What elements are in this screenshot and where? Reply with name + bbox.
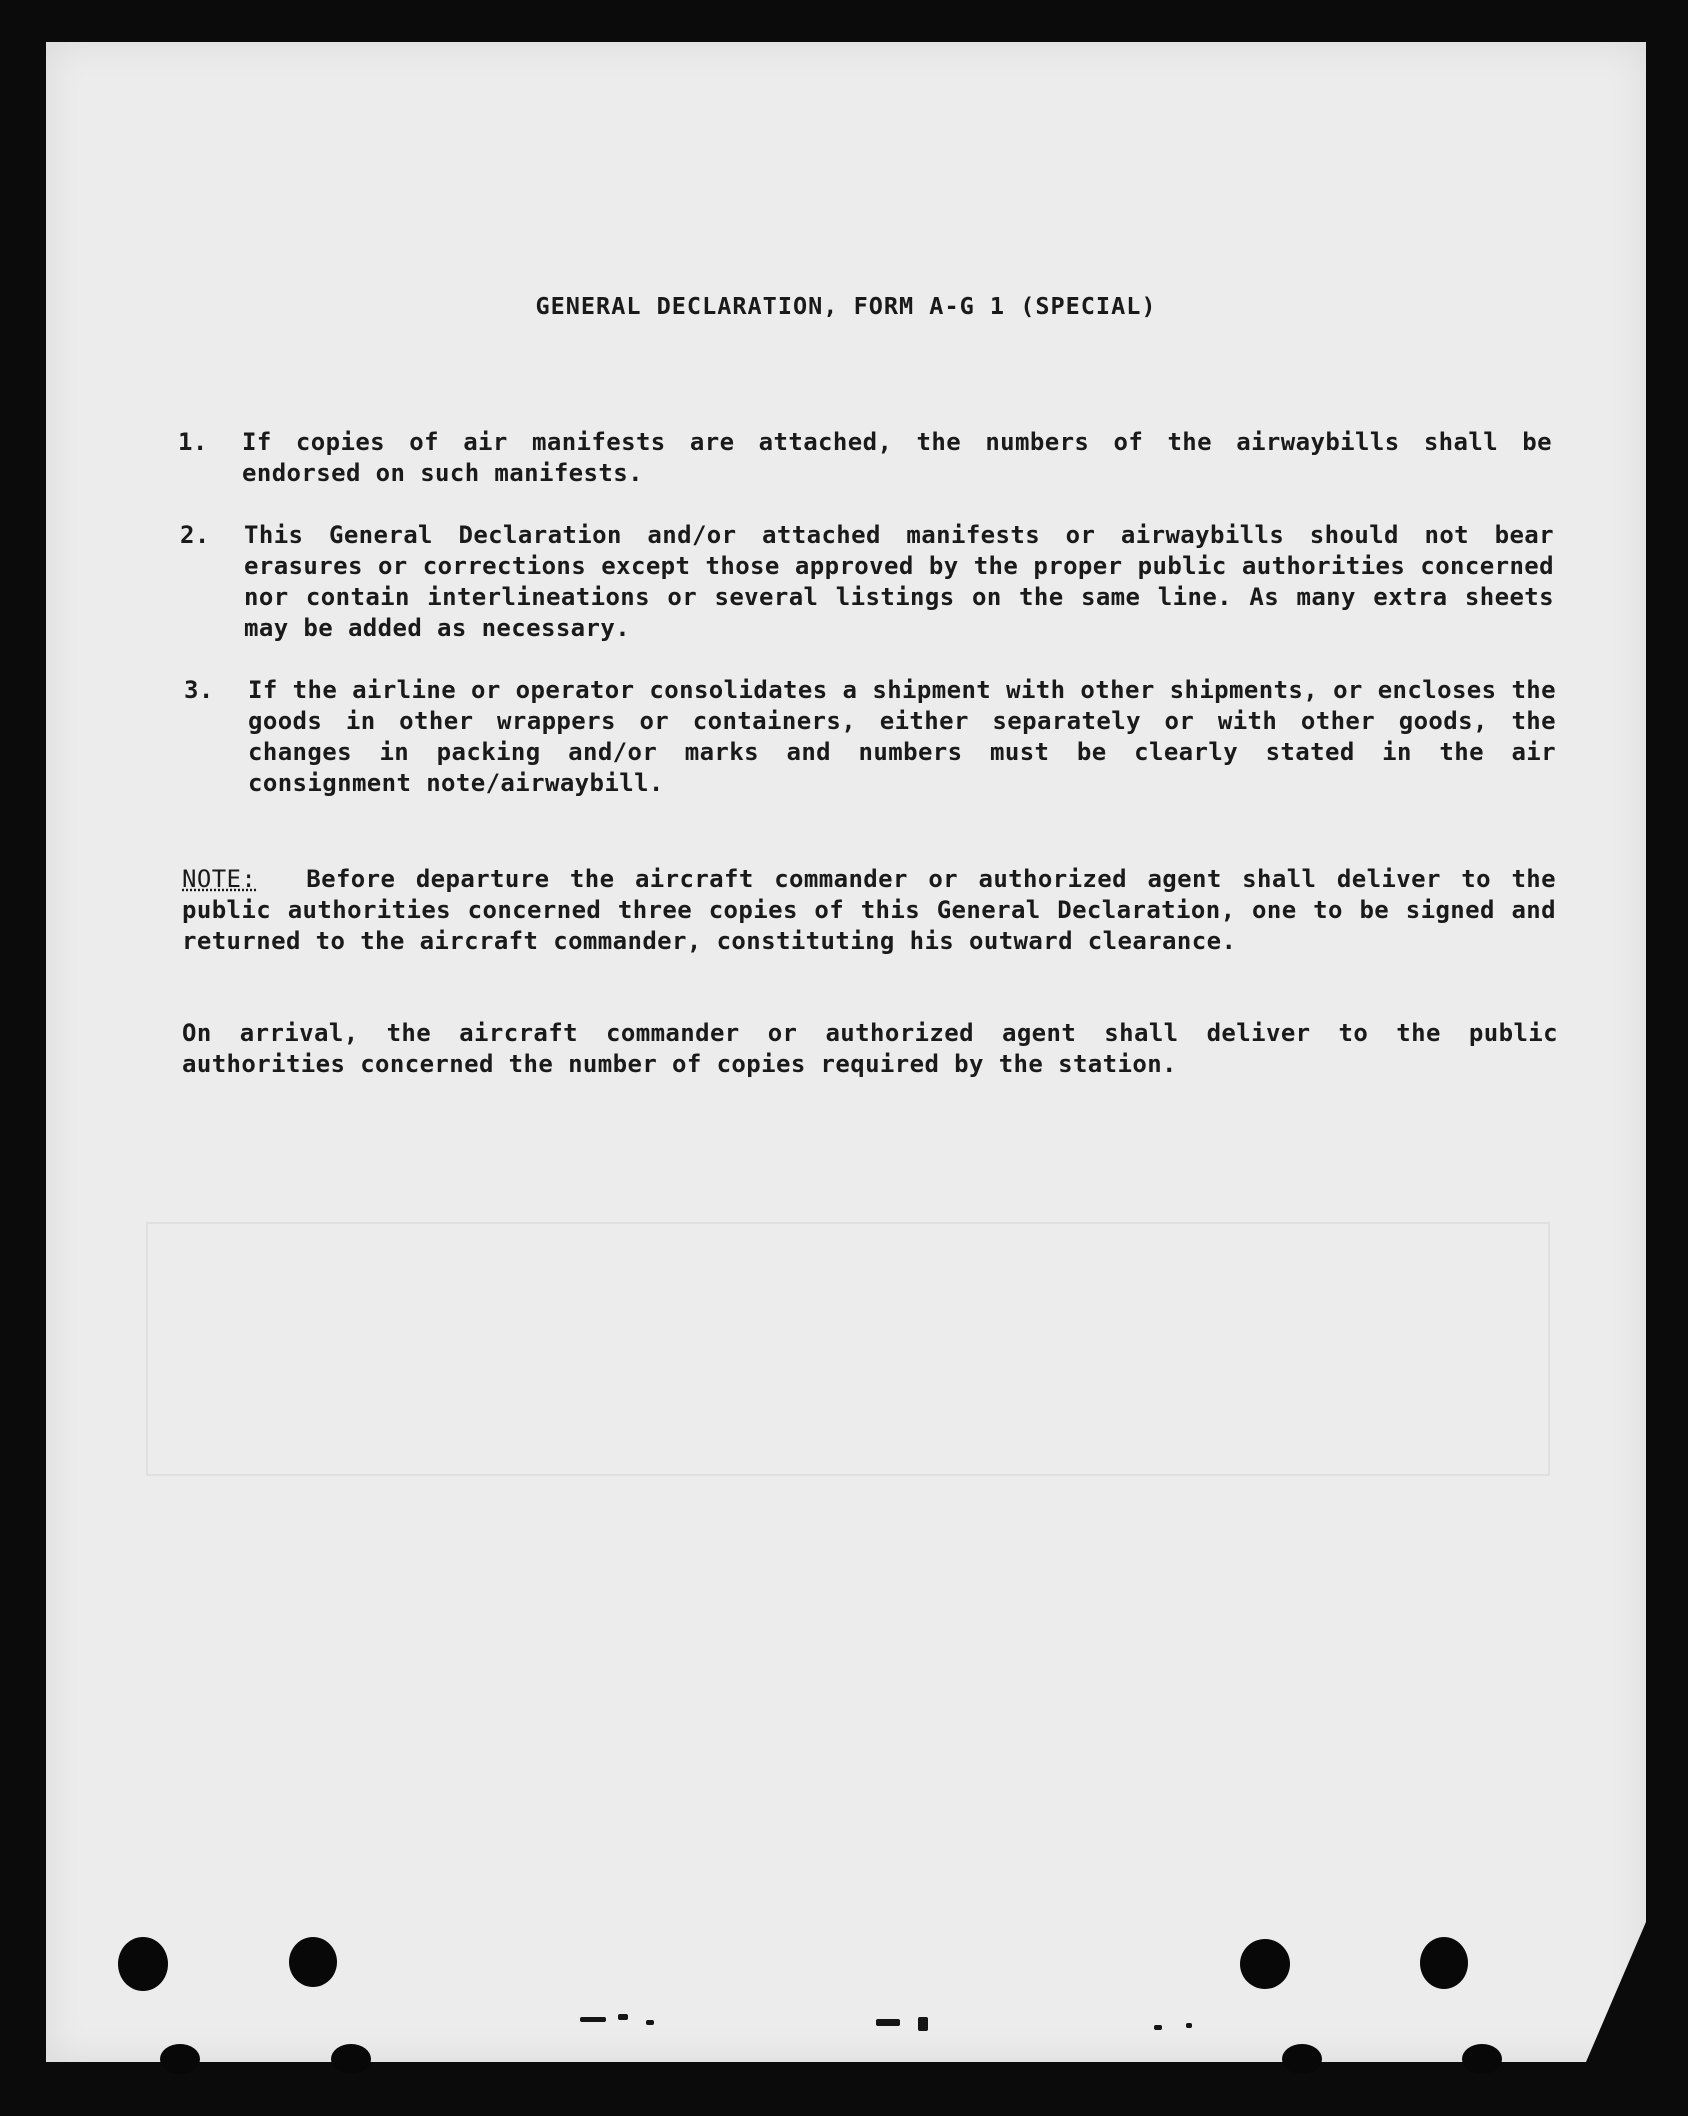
scan-speck <box>646 2020 654 2025</box>
punch-hole <box>289 1937 337 1987</box>
reverse-side-bleed-through <box>146 1222 1550 1476</box>
note-paragraph <box>182 864 1556 957</box>
instruction-item-3 <box>184 675 1556 799</box>
item-text: This General Declaration and/or attached manifests or airwaybills should not bear erasures or corrections except those approved by the proper public authorities concerned nor contain interlineations or several listings on the same line. As many extra sheets may be added as necessary. <box>244 521 1554 642</box>
scan-speck <box>1186 2023 1192 2028</box>
scan-speck <box>1154 2025 1162 2030</box>
item-number: 1. <box>178 428 208 456</box>
item-text: If copies of air manifests are attached, the numbers of the airwaybills shall be endorsed on such manifests. <box>242 428 1552 487</box>
document-page <box>46 42 1646 2062</box>
page-corner-shadow <box>1586 1922 1646 2062</box>
punch-hole <box>118 1937 168 1991</box>
note-text: Before departure the aircraft commander or authorized agent shall deliver to the public authorities concerned three copies of this General Declaration, one to be signed and returned to the aircraft commander, constituting his outward clearance. <box>182 865 1556 955</box>
arrival-paragraph: On arrival, the aircraft commander or authorized agent shall deliver to the public authorities concerned the number of copies required by the station. <box>182 1019 1558 1078</box>
punch-hole <box>1462 2044 1502 2074</box>
punch-hole <box>1420 1937 1468 1989</box>
punch-hole <box>160 2044 200 2074</box>
scan-speck <box>618 2014 628 2020</box>
punch-hole <box>1282 2044 1322 2074</box>
scan-speck <box>876 2019 900 2026</box>
scan-speck <box>580 2017 606 2022</box>
scan-speck <box>918 2017 928 2031</box>
item-number: 3. <box>184 676 214 704</box>
note-label: NOTE: <box>182 865 257 893</box>
punch-hole <box>331 2044 371 2074</box>
item-number: 2. <box>180 521 210 549</box>
document-title: GENERAL DECLARATION, FORM A-G 1 (SPECIAL) <box>535 292 1157 320</box>
instruction-item-2 <box>180 520 1554 644</box>
punch-hole <box>1240 1939 1290 1989</box>
item-text: If the airline or operator consolidates a shipment with other shipments, or encloses the goods in other wrappers or containers, either separately or with other goods, the changes in packing and/or marks and numbers must be clearly stated in the air consignment note/airwaybill. <box>248 676 1556 797</box>
instruction-item-1 <box>178 427 1552 489</box>
